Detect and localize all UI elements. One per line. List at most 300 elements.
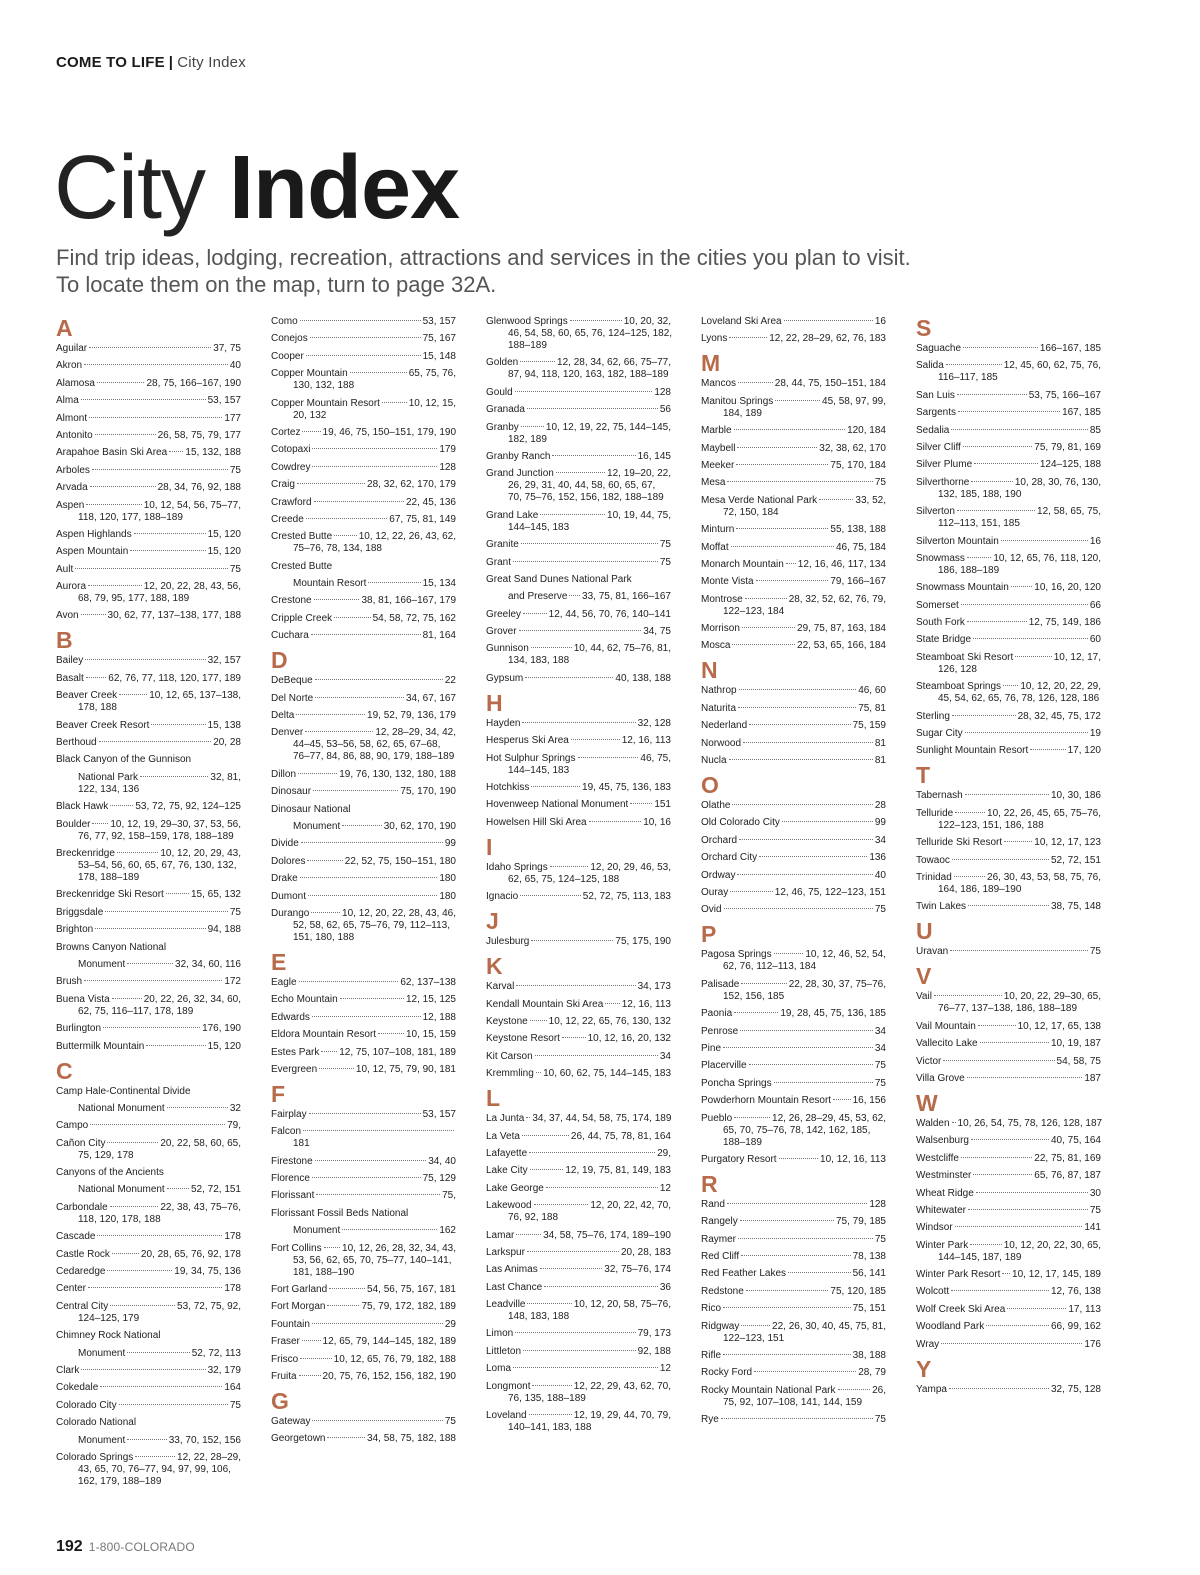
page-refs: 15, 148 (422, 350, 456, 362)
city-name: Lake George (486, 1182, 544, 1194)
index-entry (56, 1266, 241, 1278)
city-name: Briggsdale (56, 906, 104, 918)
dot-leader (527, 1303, 571, 1304)
page-refs-continued: 178, 188 (78, 702, 117, 714)
page-refs: 46, 75, (640, 752, 671, 764)
page-refs: 28, 75, 166–167, 190 (146, 377, 241, 389)
city-name: Telluride Ski Resort (916, 837, 1003, 849)
page-refs: 16 (874, 316, 886, 327)
page-refs-continued: 62, 76, 112–113, 184 (723, 961, 817, 973)
dot-leader (727, 1203, 867, 1204)
dot-leader (314, 599, 360, 600)
dot-leader (107, 1142, 158, 1143)
dot-leader (89, 417, 222, 418)
index-columns (56, 316, 1106, 1506)
city-name: Cokedale (56, 1382, 99, 1394)
page-refs: 56 (659, 404, 671, 416)
city-name: Crested Butte (271, 531, 333, 543)
index-entry (486, 574, 671, 586)
index-entry (56, 1400, 241, 1412)
dot-leader (974, 463, 1038, 464)
dot-leader (324, 1247, 340, 1248)
dot-leader (86, 504, 141, 505)
city-name: Loma (486, 1363, 512, 1375)
city-name: Tabernash (916, 790, 963, 802)
index-entry (271, 630, 456, 642)
index-entry (916, 536, 1101, 548)
index-entry (271, 1029, 456, 1041)
index-entry (701, 378, 886, 390)
index-entry (916, 652, 1101, 676)
index-entry (56, 1138, 241, 1162)
city-name: Colorado City (56, 1399, 117, 1411)
index-entry (271, 873, 456, 885)
dot-leader (1007, 1308, 1066, 1309)
page-refs: 34, 40 (428, 1155, 456, 1167)
index-entry (701, 1199, 886, 1211)
index-entry (486, 510, 671, 534)
index-column (56, 316, 241, 1493)
index-entry (701, 640, 886, 652)
index-entry (916, 991, 1101, 1015)
page-refs: 12, 19, 75, 81, 149, 183 (565, 1165, 671, 1177)
index-entry (916, 1153, 1101, 1165)
city-name: Georgetown (271, 1433, 326, 1445)
dot-leader (737, 874, 872, 875)
page-refs: 75, 170, 184 (830, 459, 886, 471)
page-refs: 29, (657, 1147, 671, 1159)
city-name: Nathrop (701, 685, 737, 697)
dot-leader (306, 355, 421, 356)
city-name: Westcliffe (916, 1152, 959, 1164)
index-entry (56, 430, 241, 442)
city-name: Sugar City (916, 728, 963, 740)
dot-leader (319, 1068, 354, 1069)
page-refs: 38, 188 (852, 1350, 886, 1362)
city-name: Karval (486, 981, 515, 993)
index-entry (271, 693, 456, 705)
page-refs: 46, 75, 184 (835, 541, 886, 553)
index-entry (916, 855, 1101, 867)
city-name: Lyons (701, 333, 728, 345)
intro-line: To locate them on the map, turn to page 32A. (56, 272, 497, 297)
index-entry (486, 1200, 671, 1224)
city-name: Wolcott (916, 1286, 950, 1298)
section-letter: T (916, 762, 931, 789)
page-refs: 12, 75, 107–108, 181, 189 (339, 1046, 456, 1058)
page-refs: 10, 60, 62, 75, 144–145, 183 (543, 1068, 671, 1080)
city-name: Alamosa (56, 377, 95, 389)
index-entry (916, 600, 1101, 612)
dot-leader (525, 677, 613, 678)
index-entry (486, 1033, 671, 1045)
page-refs: 75 (1089, 1204, 1101, 1216)
page-refs: 10, 12, 46, 52, 54, (805, 949, 886, 961)
city-name: Alma (56, 395, 79, 407)
index-entry (271, 1284, 456, 1296)
dot-leader (775, 400, 820, 401)
index-entry (486, 591, 671, 603)
dot-leader (1030, 749, 1065, 750)
page-refs: 75 (229, 906, 241, 918)
index-entry (916, 1269, 1101, 1281)
dot-leader (350, 372, 407, 373)
page-refs: 12, 65, 79, 144–145, 182, 189 (322, 1336, 456, 1348)
dot-leader (312, 1177, 421, 1178)
dot-leader (957, 510, 1035, 511)
page-refs: 177 (224, 412, 241, 424)
page-refs: 10, 12, 65, 137–138, (149, 690, 241, 702)
section-letter: D (271, 647, 288, 674)
city-name: Penrose (701, 1025, 739, 1037)
page-refs: 10, 12, 20, 22, 28, 43, 46, (342, 907, 456, 919)
page-refs: 15, 120 (207, 546, 241, 558)
index-entry (701, 685, 886, 697)
city-name: Las Animas (486, 1264, 538, 1276)
dot-leader (967, 621, 1027, 622)
dot-leader (314, 501, 404, 502)
city-name: DeBeque (271, 675, 313, 687)
dot-leader (570, 320, 622, 321)
city-name: Aurora (56, 581, 87, 593)
section-letter: O (701, 772, 719, 799)
index-entry (916, 745, 1101, 757)
page-refs: 75 (874, 904, 886, 916)
city-name: Salida (916, 360, 944, 372)
index-entry (486, 468, 671, 504)
page-refs: 32, 128 (637, 717, 671, 729)
city-name: Burlington (56, 1023, 102, 1035)
page-refs: 22, 52, 75, 150–151, 180 (344, 855, 456, 867)
index-entry (916, 459, 1101, 471)
page-refs: 10, 44, 62, 75–76, 81, (573, 643, 671, 655)
index-entry (916, 390, 1101, 402)
page-refs: 37, 75 (213, 343, 241, 354)
index-entry (271, 977, 456, 989)
dot-leader (986, 1325, 1049, 1326)
dot-leader (754, 1371, 856, 1372)
city-name: Arboles (56, 464, 90, 476)
dot-leader (954, 876, 985, 877)
page-refs: 172 (224, 976, 241, 988)
index-entry (916, 872, 1101, 896)
index-entry (271, 333, 456, 345)
page-refs: 10, 12, 17, 65, 138 (1017, 1020, 1101, 1032)
page-refs: 22, 26, 30, 40, 45, 75, 81, (772, 1320, 886, 1332)
page-refs: 28, 79 (858, 1367, 886, 1379)
dot-leader (965, 794, 1049, 795)
index-entry (271, 462, 456, 474)
city-name: Olathe (701, 800, 731, 812)
page-refs: 75 (444, 1415, 456, 1427)
city-name: Copper Mountain (271, 368, 348, 380)
dot-leader (167, 1188, 189, 1189)
index-entry (701, 852, 886, 864)
title-bold: Index (229, 138, 460, 238)
city-name: South Fork (916, 617, 965, 629)
page-refs: 20, 22, 26, 32, 34, 60, (143, 993, 241, 1005)
dot-leader (571, 739, 620, 740)
city-name: Breckenridge Ski Resort (56, 889, 164, 901)
page-refs-continued: 182, 189 (508, 433, 547, 445)
page-refs: 12, 76, 138 (1050, 1286, 1101, 1298)
index-entry (701, 979, 886, 1003)
city-name: Keystone Resort (486, 1033, 560, 1045)
index-entry (916, 1205, 1101, 1217)
page-refs-continued: 151, 180, 188 (293, 931, 355, 943)
dot-leader (1015, 656, 1051, 657)
dot-leader (112, 1253, 139, 1254)
page-refs-continued: 144–145, 183 (508, 521, 570, 533)
page-refs: 38, 75, 148 (1050, 901, 1101, 913)
index-entry (271, 1354, 456, 1366)
index-entry (56, 673, 241, 685)
city-name: Gypsum (486, 672, 524, 684)
city-name: Denver (271, 727, 304, 739)
dot-leader (556, 472, 605, 473)
city-name: Camp Hale-Continental Divide (56, 1085, 191, 1097)
city-name: Avon (56, 610, 79, 622)
header-section: COME TO LIFE (56, 54, 165, 71)
page-refs-continued: 164, 186, 189–190 (938, 883, 1022, 895)
city-name: Florissant (271, 1190, 315, 1202)
city-name: Red Cliff (701, 1251, 740, 1263)
page-refs: 34 (874, 1042, 886, 1054)
page-refs: 10, 12, 75, 79, 90, 181 (355, 1063, 456, 1075)
city-name: Gunnison (486, 643, 529, 655)
index-entry (916, 808, 1101, 832)
index-entry (486, 673, 671, 685)
section-letter: U (916, 918, 933, 945)
index-entry (486, 1346, 671, 1358)
index-entry (701, 1251, 886, 1263)
dot-leader (739, 689, 857, 690)
dot-leader (838, 1389, 871, 1390)
page-refs: 28, 32, 45, 75, 172 (1017, 710, 1101, 722)
page-refs: 75, 81 (858, 702, 886, 714)
city-name: Berthoud (56, 737, 97, 749)
dot-leader (730, 891, 773, 892)
city-name: Copper Mountain Resort (271, 397, 380, 409)
dot-leader (569, 595, 580, 596)
dot-leader (315, 679, 443, 680)
page-refs: 75 (659, 539, 671, 551)
index-entry (486, 1230, 671, 1242)
index-entry (56, 772, 241, 796)
page-refs: 85 (1089, 424, 1101, 436)
dot-leader (112, 998, 142, 999)
index-entry (271, 1208, 456, 1220)
dot-leader (746, 1290, 829, 1291)
city-name: Fort Garland (271, 1284, 328, 1296)
index-entry (916, 946, 1101, 958)
page-refs: 10, 20, 32, (623, 316, 671, 327)
dot-leader (736, 464, 828, 465)
index-entry (701, 594, 886, 618)
section-letter: H (486, 689, 503, 716)
city-name: Whitewater (916, 1204, 967, 1216)
index-entry (916, 1240, 1101, 1264)
dot-leader (749, 724, 850, 725)
page-refs: 34, 37, 44, 54, 58, 75, 174, 189 (532, 1113, 672, 1125)
index-entry (701, 1303, 886, 1315)
page-refs: 32, 81, (210, 771, 241, 783)
dot-leader (968, 905, 1049, 906)
index-entry (56, 1417, 241, 1429)
index-entry (271, 675, 456, 687)
page-refs: 75, 120, 185 (830, 1285, 886, 1297)
dot-leader (81, 1369, 205, 1370)
city-name: Cuchara (271, 630, 309, 642)
dot-leader (513, 1367, 658, 1368)
city-name: Monument (293, 1225, 341, 1237)
city-name: Campo (56, 1120, 89, 1132)
page-refs: 56, 141 (852, 1268, 886, 1280)
city-name: Crawford (271, 496, 312, 508)
dot-leader (961, 604, 1088, 605)
city-name: Maybell (701, 442, 736, 454)
city-name: Cortez (271, 426, 301, 438)
city-name: Chimney Rock National (56, 1330, 161, 1342)
dot-leader (546, 1187, 658, 1188)
page-refs-continued: 124–125, 179 (78, 1312, 140, 1324)
dot-leader (151, 724, 205, 725)
dot-leader (529, 1152, 655, 1153)
dot-leader (976, 1192, 1088, 1193)
page-refs: 38, 81, 166–167, 179 (361, 595, 456, 607)
city-name: Kremmling (486, 1068, 534, 1080)
page-refs: 178 (224, 1231, 241, 1243)
dot-leader (759, 856, 867, 857)
page-refs: 15, 120 (207, 1040, 241, 1052)
city-name: Windsor (916, 1222, 953, 1234)
index-entry (486, 999, 671, 1011)
page-refs-continued: 122–123, 151 (723, 1332, 785, 1344)
section-letter: W (916, 1089, 938, 1116)
index-entry (916, 1222, 1101, 1234)
city-name: Hesperus Ski Area (486, 735, 569, 747)
page-refs-continued: 76, 135, 188–189 (508, 1392, 586, 1404)
page-refs-continued: 118, 120, 178, 188 (78, 1213, 161, 1225)
page-refs: 79, (227, 1120, 241, 1132)
page-refs: 53, 157 (422, 1108, 456, 1120)
city-name: Pueblo (701, 1112, 733, 1124)
page-refs: 75, 167 (422, 333, 456, 345)
city-name: Gould (486, 386, 513, 398)
page-refs: 81 (874, 755, 886, 767)
page-refs-continued: 20, 132 (293, 409, 327, 421)
dot-leader (100, 1386, 222, 1387)
index-entry (486, 626, 671, 638)
city-name: Dillon (271, 768, 297, 780)
city-name: Telluride (916, 807, 954, 819)
page-refs-continued: 72, 150, 184 (723, 506, 779, 518)
dot-leader (130, 550, 205, 551)
city-name: Moffat (701, 541, 729, 553)
index-entry (701, 949, 886, 973)
index-entry (271, 891, 456, 903)
page-refs: 12, 19–20, 22, (607, 468, 671, 480)
dot-leader (952, 1122, 956, 1123)
dot-leader (741, 1325, 770, 1326)
index-entry (56, 1283, 241, 1295)
page-refs: 52, 72, 151 (1050, 854, 1101, 866)
dot-leader (309, 1113, 421, 1114)
page-refs-continued: 188–189 (723, 1136, 762, 1148)
page-refs: 16, 156 (852, 1095, 886, 1107)
footer-phone: 1-800-COLORADO (88, 1540, 195, 1554)
index-entry (916, 343, 1101, 355)
index-entry (271, 1371, 456, 1383)
page-refs: 32, 38, 62, 170 (819, 442, 886, 454)
city-name: Wheat Ridge (916, 1187, 974, 1199)
page-refs: 164 (224, 1382, 241, 1394)
page-refs: 65, 75, 76, (408, 368, 456, 380)
city-name: Aspen Mountain (56, 546, 129, 558)
index-entry (56, 447, 241, 459)
dot-leader (522, 1135, 569, 1136)
dot-leader (342, 825, 381, 826)
index-entry (271, 1433, 456, 1445)
city-name: Winter Park (916, 1239, 969, 1251)
city-name: Fairplay (271, 1108, 307, 1120)
city-name: Sargents (916, 407, 957, 419)
page-refs: 19, 76, 130, 132, 180, 188 (339, 768, 456, 780)
city-name: Antonito (56, 429, 93, 441)
dot-leader (521, 426, 544, 427)
index-entry (271, 856, 456, 868)
dot-leader (740, 1030, 873, 1031)
city-name: Leadville (486, 1299, 526, 1311)
index-entry (916, 425, 1101, 437)
index-entry (56, 1202, 241, 1226)
city-name: State Bridge (916, 634, 972, 646)
section-letter: L (486, 1085, 501, 1112)
page-refs: 10, 12, 54, 56, 75–77, (143, 499, 241, 511)
dot-leader (535, 1055, 658, 1056)
index-entry (486, 1410, 671, 1434)
dot-leader (117, 852, 158, 853)
index-entry (916, 728, 1101, 740)
page-refs: 75, (442, 1190, 456, 1202)
dot-leader (968, 1209, 1088, 1210)
dot-leader (99, 741, 212, 742)
index-entry (701, 1043, 886, 1055)
page-refs-continued: 43, 65, 70, 76–77, 94, 97, 99, 106, (78, 1463, 231, 1475)
page-refs: 29 (444, 1318, 456, 1330)
dot-leader (119, 1404, 228, 1405)
dot-leader (299, 1375, 321, 1376)
dot-leader (738, 707, 856, 708)
section-letter: F (271, 1080, 286, 1107)
index-entry (271, 1012, 456, 1024)
dot-leader (300, 320, 421, 321)
index-entry (701, 738, 886, 750)
page-refs: 30, 62, 170, 190 (383, 820, 456, 832)
page-refs-continued: 116–117, 185 (938, 372, 998, 384)
dot-leader (307, 860, 342, 861)
index-entry (916, 1304, 1101, 1316)
dot-leader (340, 998, 404, 999)
index-entry (701, 817, 886, 829)
index-entry (486, 1165, 671, 1177)
page-refs: 52, 72, 151 (190, 1184, 241, 1196)
page-refs: 120, 184 (847, 425, 886, 437)
page-refs: 19, 28, 45, 75, 136, 185 (780, 1008, 886, 1020)
index-entry (486, 1247, 671, 1259)
page-refs-continued: 76, 92, 188 (508, 1212, 559, 1224)
page-refs: 16, 145 (637, 450, 671, 462)
